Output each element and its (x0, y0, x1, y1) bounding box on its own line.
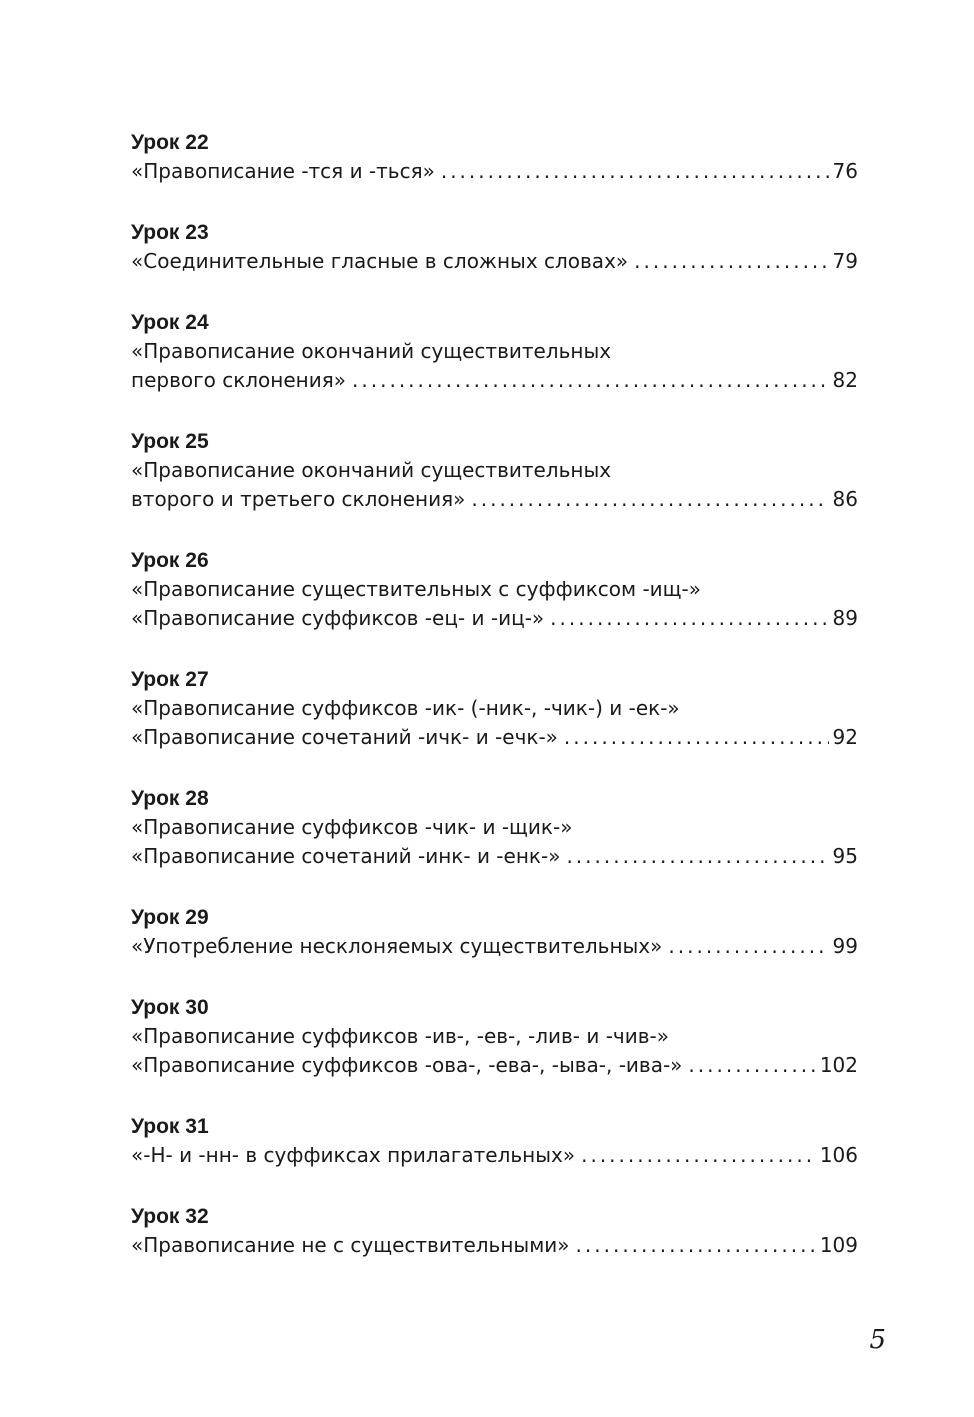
page-ref: 82 (832, 368, 858, 392)
dot-leader (668, 932, 828, 961)
page-ref: 76 (832, 159, 858, 183)
page-ref: 109 (819, 1233, 858, 1257)
toc-line (131, 1022, 858, 1051)
dot-leader (566, 842, 828, 871)
page-ref: 92 (832, 725, 858, 749)
toc-line (131, 1231, 858, 1260)
lesson-title: Урок 32 (131, 1205, 209, 1228)
toc-line (131, 604, 858, 633)
lesson-title: Урок 22 (131, 131, 209, 154)
toc-entry-lesson-25 (131, 427, 858, 514)
page-ref: 86 (832, 487, 858, 511)
lesson-topic: «Правописание окончаний существительных (131, 339, 612, 363)
toc-line (131, 366, 858, 395)
lesson-topic: второго и третьего склонения» (131, 487, 466, 511)
toc-line (131, 723, 858, 752)
toc-entry-lesson-22 (131, 128, 858, 186)
lesson-topic: первого склонения» (131, 368, 347, 392)
lesson-topic: «Правописание существительных с суффиксом -ищ-» (131, 577, 701, 601)
toc-line (131, 842, 858, 871)
page-ref: 95 (832, 844, 858, 868)
page-ref: 79 (832, 249, 858, 273)
dot-leader (352, 366, 829, 395)
lesson-topic: «Соединительные гласные в сложных словах» (131, 249, 629, 273)
toc-entry-lesson-32 (131, 1202, 858, 1260)
dot-leader (550, 604, 828, 633)
page-number: 5 (869, 1325, 886, 1355)
page-ref: 89 (832, 606, 858, 630)
toc-entry-lesson-23 (131, 218, 858, 276)
lesson-title: Урок 30 (131, 996, 209, 1019)
lesson-topic: «-Н- и -нн- в суффиксах прилагательных» (131, 1143, 576, 1167)
toc-line (131, 932, 858, 961)
toc-line (131, 1141, 858, 1170)
lesson-topic: «Правописание -тся и -ться» (131, 159, 435, 183)
toc-entry-lesson-30 (131, 993, 858, 1080)
lesson-title: Урок 23 (131, 221, 209, 244)
toc-entry-lesson-27 (131, 665, 858, 752)
lesson-topic: «Правописание суффиксов -ова-, -ева-, -ыва-, -ива-» (131, 1053, 683, 1077)
lesson-topic: «Правописание сочетаний -ичк- и -ечк-» (131, 725, 558, 749)
page-ref: 106 (819, 1143, 858, 1167)
table-of-contents (131, 128, 858, 1260)
toc-line (131, 157, 858, 186)
toc-entry-lesson-26 (131, 546, 858, 633)
lesson-topic: «Правописание суффиксов -ик- (-ник-, -чик-) и -ек-» (131, 696, 680, 720)
lesson-title: Урок 26 (131, 549, 209, 572)
lesson-topic: «Правописание суффиксов -ив-, -ев-, -лив- и -чив-» (131, 1024, 669, 1048)
dot-leader (564, 723, 829, 752)
toc-line (131, 575, 858, 604)
lesson-title: Урок 28 (131, 787, 209, 810)
toc-line (131, 456, 858, 485)
toc-entry-lesson-28 (131, 784, 858, 871)
dot-leader (581, 1141, 816, 1170)
lesson-topic: «Правописание не с существительными» (131, 1233, 570, 1257)
lesson-title: Урок 31 (131, 1115, 209, 1138)
toc-line (131, 1051, 858, 1080)
toc-entry-lesson-31 (131, 1112, 858, 1170)
dot-leader (471, 485, 828, 514)
toc-entry-lesson-29 (131, 903, 858, 961)
toc-line (131, 485, 858, 514)
lesson-title: Урок 25 (131, 430, 209, 453)
page-ref: 99 (832, 934, 858, 958)
dot-leader (576, 1231, 816, 1260)
lesson-topic: «Правописание окончаний существительных (131, 458, 612, 482)
toc-entry-lesson-24 (131, 308, 858, 395)
lesson-title: Урок 27 (131, 668, 209, 691)
lesson-title: Урок 29 (131, 906, 209, 929)
toc-line (131, 247, 858, 276)
dot-leader (688, 1051, 815, 1080)
dot-leader (441, 157, 829, 186)
lesson-topic: «Употребление несклоняемых существительных» (131, 934, 663, 958)
dot-leader (634, 247, 828, 276)
lesson-topic: «Правописание суффиксов -ец- и -иц-» (131, 606, 545, 630)
lesson-title: Урок 24 (131, 311, 209, 334)
toc-line (131, 813, 858, 842)
lesson-topic: «Правописание суффиксов -чик- и -щик-» (131, 815, 573, 839)
toc-line (131, 337, 858, 366)
page-ref: 102 (819, 1053, 858, 1077)
lesson-topic: «Правописание сочетаний -инк- и -енк-» (131, 844, 561, 868)
toc-line (131, 694, 858, 723)
